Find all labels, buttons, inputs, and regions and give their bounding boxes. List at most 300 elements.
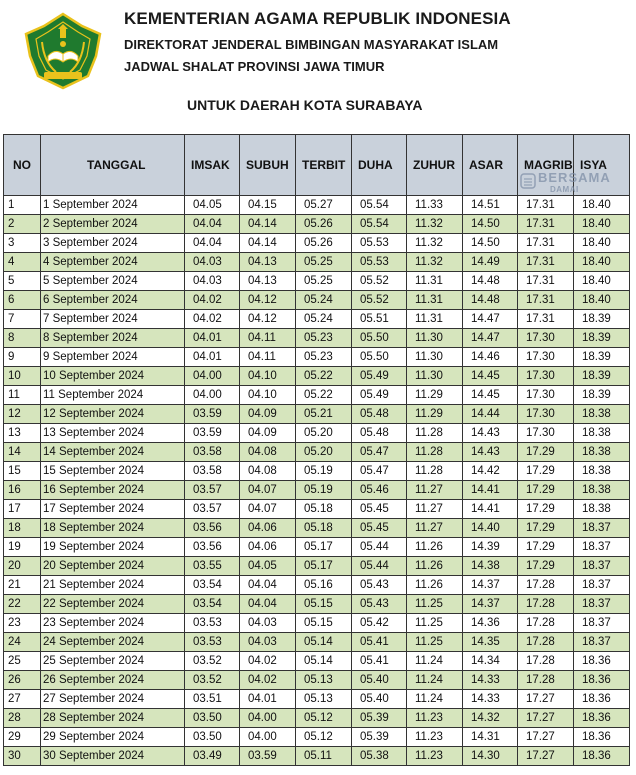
- column-header-no: NO: [4, 135, 41, 196]
- subuh-cell: 04.10: [240, 367, 296, 386]
- date-cell: 14 September 2024: [41, 443, 185, 462]
- imsak-cell: 04.01: [185, 329, 240, 348]
- asar-cell: 14.41: [463, 500, 518, 519]
- terbit-cell: 05.22: [296, 386, 352, 405]
- terbit-cell: 05.20: [296, 424, 352, 443]
- isya-cell: 18.37: [574, 538, 630, 557]
- terbit-cell: 05.16: [296, 576, 352, 595]
- subuh-cell: 04.11: [240, 348, 296, 367]
- duha-cell: 05.50: [352, 348, 407, 367]
- terbit-cell: 05.19: [296, 462, 352, 481]
- table-row: [4, 272, 630, 291]
- terbit-cell: 05.25: [296, 253, 352, 272]
- row-number: 13: [4, 424, 41, 443]
- table-row: [4, 291, 630, 310]
- duha-cell: 05.42: [352, 614, 407, 633]
- isya-cell: 18.40: [574, 196, 630, 215]
- zuhur-cell: 11.23: [407, 709, 463, 728]
- duha-cell: 05.39: [352, 709, 407, 728]
- subuh-cell: 03.59: [240, 747, 296, 766]
- row-number: 21: [4, 576, 41, 595]
- duha-cell: 05.53: [352, 253, 407, 272]
- magrib-cell: 17.29: [518, 538, 574, 557]
- zuhur-cell: 11.24: [407, 690, 463, 709]
- subuh-cell: 04.14: [240, 234, 296, 253]
- row-number: 18: [4, 519, 41, 538]
- magrib-cell: 17.31: [518, 234, 574, 253]
- terbit-cell: 05.23: [296, 348, 352, 367]
- imsak-cell: 04.04: [185, 234, 240, 253]
- row-number: 30: [4, 747, 41, 766]
- subuh-cell: 04.03: [240, 614, 296, 633]
- table-row: [4, 253, 630, 272]
- asar-cell: 14.46: [463, 348, 518, 367]
- date-cell: 25 September 2024: [41, 652, 185, 671]
- asar-cell: 14.43: [463, 443, 518, 462]
- imsak-cell: 03.56: [185, 519, 240, 538]
- column-header-asar: ASAR: [463, 135, 518, 196]
- duha-cell: 05.39: [352, 728, 407, 747]
- terbit-cell: 05.13: [296, 690, 352, 709]
- table-row: [4, 386, 630, 405]
- subuh-cell: 04.11: [240, 329, 296, 348]
- duha-cell: 05.54: [352, 196, 407, 215]
- subuh-cell: 04.01: [240, 690, 296, 709]
- asar-cell: 14.37: [463, 595, 518, 614]
- row-number: 12: [4, 405, 41, 424]
- subuh-cell: 04.02: [240, 652, 296, 671]
- magrib-cell: 17.27: [518, 709, 574, 728]
- zuhur-cell: 11.30: [407, 329, 463, 348]
- duha-cell: 05.52: [352, 272, 407, 291]
- zuhur-cell: 11.25: [407, 633, 463, 652]
- zuhur-cell: 11.24: [407, 671, 463, 690]
- zuhur-cell: 11.27: [407, 481, 463, 500]
- isya-cell: 18.39: [574, 310, 630, 329]
- asar-cell: 14.50: [463, 215, 518, 234]
- subuh-cell: 04.00: [240, 709, 296, 728]
- isya-cell: 18.37: [574, 595, 630, 614]
- terbit-cell: 05.17: [296, 557, 352, 576]
- imsak-cell: 04.04: [185, 215, 240, 234]
- terbit-cell: 05.25: [296, 272, 352, 291]
- terbit-cell: 05.26: [296, 234, 352, 253]
- table-row: [4, 196, 630, 215]
- isya-cell: 18.37: [574, 614, 630, 633]
- table-row: [4, 538, 630, 557]
- subuh-cell: 04.02: [240, 671, 296, 690]
- imsak-cell: 03.57: [185, 481, 240, 500]
- asar-cell: 14.47: [463, 310, 518, 329]
- column-header-isya: ISYA: [574, 135, 630, 196]
- row-number: 17: [4, 500, 41, 519]
- isya-cell: 18.38: [574, 405, 630, 424]
- terbit-cell: 05.15: [296, 595, 352, 614]
- magrib-cell: 17.31: [518, 215, 574, 234]
- terbit-cell: 05.13: [296, 671, 352, 690]
- imsak-cell: 03.52: [185, 652, 240, 671]
- column-header-magrib: MAGRIB: [518, 135, 574, 196]
- table-row: [4, 652, 630, 671]
- terbit-cell: 05.14: [296, 633, 352, 652]
- magrib-cell: 17.28: [518, 633, 574, 652]
- subuh-cell: 04.07: [240, 481, 296, 500]
- isya-cell: 18.39: [574, 367, 630, 386]
- document-header: [0, 0, 636, 134]
- duha-cell: 05.49: [352, 386, 407, 405]
- zuhur-cell: 11.33: [407, 196, 463, 215]
- duha-cell: 05.46: [352, 481, 407, 500]
- terbit-cell: 05.27: [296, 196, 352, 215]
- imsak-cell: 04.05: [185, 196, 240, 215]
- row-number: 4: [4, 253, 41, 272]
- isya-cell: 18.38: [574, 481, 630, 500]
- asar-cell: 14.33: [463, 690, 518, 709]
- subuh-cell: 04.04: [240, 576, 296, 595]
- isya-cell: 18.36: [574, 652, 630, 671]
- subuh-cell: 04.04: [240, 595, 296, 614]
- terbit-cell: 05.12: [296, 728, 352, 747]
- asar-cell: 14.43: [463, 424, 518, 443]
- date-cell: 30 September 2024: [41, 747, 185, 766]
- isya-cell: 18.36: [574, 709, 630, 728]
- column-header-tanggal: TANGGAL: [41, 135, 185, 196]
- isya-cell: 18.36: [574, 747, 630, 766]
- table-row: [4, 348, 630, 367]
- duha-cell: 05.45: [352, 500, 407, 519]
- magrib-cell: 17.27: [518, 747, 574, 766]
- table-row: [4, 367, 630, 386]
- date-cell: 27 September 2024: [41, 690, 185, 709]
- isya-cell: 18.40: [574, 234, 630, 253]
- asar-cell: 14.47: [463, 329, 518, 348]
- table-row: [4, 690, 630, 709]
- table-row: [4, 405, 630, 424]
- duha-cell: 05.45: [352, 519, 407, 538]
- table-row: [4, 709, 630, 728]
- subuh-cell: 04.05: [240, 557, 296, 576]
- imsak-cell: 04.02: [185, 291, 240, 310]
- column-header-zuhur: ZUHUR: [407, 135, 463, 196]
- zuhur-cell: 11.32: [407, 234, 463, 253]
- asar-cell: 14.40: [463, 519, 518, 538]
- subuh-cell: 04.07: [240, 500, 296, 519]
- zuhur-cell: 11.28: [407, 424, 463, 443]
- duha-cell: 05.48: [352, 405, 407, 424]
- asar-cell: 14.50: [463, 234, 518, 253]
- duha-cell: 05.54: [352, 215, 407, 234]
- watermark: [520, 170, 628, 196]
- date-cell: 20 September 2024: [41, 557, 185, 576]
- row-number: 27: [4, 690, 41, 709]
- row-number: 3: [4, 234, 41, 253]
- date-cell: 28 September 2024: [41, 709, 185, 728]
- magrib-cell: 17.28: [518, 595, 574, 614]
- subuh-cell: 04.13: [240, 272, 296, 291]
- date-cell: 6 September 2024: [41, 291, 185, 310]
- magrib-cell: 17.31: [518, 272, 574, 291]
- watermark-text: BERSAMA: [538, 170, 611, 185]
- subuh-cell: 04.14: [240, 215, 296, 234]
- subuh-cell: 04.08: [240, 462, 296, 481]
- asar-cell: 14.49: [463, 253, 518, 272]
- isya-cell: 18.38: [574, 424, 630, 443]
- imsak-cell: 03.54: [185, 595, 240, 614]
- subuh-cell: 04.08: [240, 443, 296, 462]
- duha-cell: 05.43: [352, 595, 407, 614]
- isya-cell: 18.40: [574, 272, 630, 291]
- asar-cell: 14.42: [463, 462, 518, 481]
- duha-cell: 05.53: [352, 234, 407, 253]
- imsak-cell: 03.56: [185, 538, 240, 557]
- date-cell: 10 September 2024: [41, 367, 185, 386]
- imsak-cell: 03.58: [185, 443, 240, 462]
- table-row: [4, 424, 630, 443]
- subuh-cell: 04.00: [240, 728, 296, 747]
- zuhur-cell: 11.32: [407, 215, 463, 234]
- imsak-cell: 03.57: [185, 500, 240, 519]
- zuhur-cell: 11.32: [407, 253, 463, 272]
- date-cell: 12 September 2024: [41, 405, 185, 424]
- table-row: [4, 500, 630, 519]
- terbit-cell: 05.20: [296, 443, 352, 462]
- date-cell: 17 September 2024: [41, 500, 185, 519]
- isya-cell: 18.37: [574, 519, 630, 538]
- column-header-terbit: TERBIT: [296, 135, 352, 196]
- zuhur-cell: 11.25: [407, 614, 463, 633]
- isya-cell: 18.37: [574, 576, 630, 595]
- terbit-cell: 05.15: [296, 614, 352, 633]
- imsak-cell: 03.50: [185, 709, 240, 728]
- isya-cell: 18.39: [574, 329, 630, 348]
- magrib-cell: 17.29: [518, 481, 574, 500]
- asar-cell: 14.39: [463, 538, 518, 557]
- date-cell: 23 September 2024: [41, 614, 185, 633]
- asar-cell: 14.44: [463, 405, 518, 424]
- duha-cell: 05.49: [352, 367, 407, 386]
- terbit-cell: 05.12: [296, 709, 352, 728]
- asar-cell: 14.36: [463, 614, 518, 633]
- date-cell: 18 September 2024: [41, 519, 185, 538]
- asar-cell: 14.41: [463, 481, 518, 500]
- row-number: 19: [4, 538, 41, 557]
- zuhur-cell: 11.30: [407, 367, 463, 386]
- row-number: 10: [4, 367, 41, 386]
- row-number: 25: [4, 652, 41, 671]
- row-number: 24: [4, 633, 41, 652]
- duha-cell: 05.41: [352, 633, 407, 652]
- date-cell: 22 September 2024: [41, 595, 185, 614]
- date-cell: 1 September 2024: [41, 196, 185, 215]
- imsak-cell: 03.49: [185, 747, 240, 766]
- magrib-cell: 17.30: [518, 424, 574, 443]
- zuhur-cell: 11.23: [407, 728, 463, 747]
- magrib-cell: 17.30: [518, 405, 574, 424]
- row-number: 15: [4, 462, 41, 481]
- duha-cell: 05.44: [352, 557, 407, 576]
- watermark-subtext: DAMAI: [550, 185, 579, 194]
- imsak-cell: 03.59: [185, 405, 240, 424]
- date-cell: 16 September 2024: [41, 481, 185, 500]
- subuh-cell: 04.03: [240, 633, 296, 652]
- zuhur-cell: 11.24: [407, 652, 463, 671]
- terbit-cell: 05.26: [296, 215, 352, 234]
- isya-cell: 18.37: [574, 633, 630, 652]
- duha-cell: 05.44: [352, 538, 407, 557]
- isya-cell: 18.37: [574, 557, 630, 576]
- region-title: UNTUK DAERAH KOTA SURABAYA: [187, 97, 423, 113]
- table-row: [4, 234, 630, 253]
- magrib-cell: 17.30: [518, 367, 574, 386]
- duha-cell: 05.40: [352, 671, 407, 690]
- table-row: [4, 329, 630, 348]
- terbit-cell: 05.18: [296, 519, 352, 538]
- table-row: [4, 633, 630, 652]
- column-header-subuh: SUBUH: [240, 135, 296, 196]
- magrib-cell: 17.30: [518, 386, 574, 405]
- row-number: 20: [4, 557, 41, 576]
- subuh-cell: 04.15: [240, 196, 296, 215]
- table-row: [4, 595, 630, 614]
- schedule-title: JADWAL SHALAT PROVINSI JAWA TIMUR: [124, 59, 385, 74]
- subuh-cell: 04.06: [240, 538, 296, 557]
- zuhur-cell: 11.31: [407, 291, 463, 310]
- isya-cell: 18.40: [574, 291, 630, 310]
- terbit-cell: 05.22: [296, 367, 352, 386]
- duha-cell: 05.52: [352, 291, 407, 310]
- magrib-cell: 17.28: [518, 576, 574, 595]
- terbit-cell: 05.18: [296, 500, 352, 519]
- date-cell: 19 September 2024: [41, 538, 185, 557]
- table-row: [4, 519, 630, 538]
- magrib-cell: 17.31: [518, 196, 574, 215]
- table-row: [4, 481, 630, 500]
- isya-cell: 18.40: [574, 253, 630, 272]
- date-cell: 11 September 2024: [41, 386, 185, 405]
- zuhur-cell: 11.31: [407, 272, 463, 291]
- table-row: [4, 747, 630, 766]
- terbit-cell: 05.17: [296, 538, 352, 557]
- table-row: [4, 462, 630, 481]
- date-cell: 9 September 2024: [41, 348, 185, 367]
- magrib-cell: 17.31: [518, 291, 574, 310]
- table-row: [4, 728, 630, 747]
- table-row: [4, 215, 630, 234]
- imsak-cell: 03.59: [185, 424, 240, 443]
- isya-cell: 18.39: [574, 386, 630, 405]
- isya-cell: 18.38: [574, 462, 630, 481]
- date-cell: 26 September 2024: [41, 671, 185, 690]
- row-number: 8: [4, 329, 41, 348]
- date-cell: 2 September 2024: [41, 215, 185, 234]
- table-body: [4, 196, 630, 766]
- duha-cell: 05.41: [352, 652, 407, 671]
- subuh-cell: 04.12: [240, 291, 296, 310]
- subuh-cell: 04.09: [240, 424, 296, 443]
- row-number: 14: [4, 443, 41, 462]
- zuhur-cell: 11.27: [407, 500, 463, 519]
- subuh-cell: 04.13: [240, 253, 296, 272]
- magrib-cell: 17.29: [518, 462, 574, 481]
- terbit-cell: 05.19: [296, 481, 352, 500]
- asar-cell: 14.38: [463, 557, 518, 576]
- duha-cell: 05.43: [352, 576, 407, 595]
- asar-cell: 14.48: [463, 291, 518, 310]
- imsak-cell: 04.03: [185, 272, 240, 291]
- duha-cell: 05.50: [352, 329, 407, 348]
- imsak-cell: 04.00: [185, 386, 240, 405]
- imsak-cell: 04.02: [185, 310, 240, 329]
- imsak-cell: 03.51: [185, 690, 240, 709]
- terbit-cell: 05.21: [296, 405, 352, 424]
- date-cell: 29 September 2024: [41, 728, 185, 747]
- magrib-cell: 17.29: [518, 443, 574, 462]
- duha-cell: 05.47: [352, 443, 407, 462]
- terbit-cell: 05.14: [296, 652, 352, 671]
- subuh-cell: 04.12: [240, 310, 296, 329]
- asar-cell: 14.32: [463, 709, 518, 728]
- zuhur-cell: 11.29: [407, 405, 463, 424]
- asar-cell: 14.35: [463, 633, 518, 652]
- date-cell: 4 September 2024: [41, 253, 185, 272]
- column-header-duha: DUHA: [352, 135, 407, 196]
- isya-cell: 18.39: [574, 348, 630, 367]
- zuhur-cell: 11.27: [407, 519, 463, 538]
- magrib-cell: 17.28: [518, 652, 574, 671]
- magrib-cell: 17.31: [518, 253, 574, 272]
- asar-cell: 14.31: [463, 728, 518, 747]
- row-number: 29: [4, 728, 41, 747]
- magrib-cell: 17.28: [518, 671, 574, 690]
- table-row: [4, 576, 630, 595]
- terbit-cell: 05.23: [296, 329, 352, 348]
- ministry-title: KEMENTERIAN AGAMA REPUBLIK INDONESIA: [124, 9, 511, 28]
- asar-cell: 14.34: [463, 652, 518, 671]
- asar-cell: 14.30: [463, 747, 518, 766]
- row-number: 1: [4, 196, 41, 215]
- row-number: 22: [4, 595, 41, 614]
- asar-cell: 14.33: [463, 671, 518, 690]
- zuhur-cell: 11.28: [407, 462, 463, 481]
- column-header-imsak: IMSAK: [185, 135, 240, 196]
- isya-cell: 18.36: [574, 690, 630, 709]
- magrib-cell: 17.27: [518, 690, 574, 709]
- subuh-cell: 04.09: [240, 405, 296, 424]
- table-row: [4, 671, 630, 690]
- imsak-cell: 03.55: [185, 557, 240, 576]
- magrib-cell: 17.29: [518, 519, 574, 538]
- kemenag-emblem-icon: [22, 12, 104, 90]
- zuhur-cell: 11.26: [407, 538, 463, 557]
- row-number: 9: [4, 348, 41, 367]
- zuhur-cell: 11.28: [407, 443, 463, 462]
- table-row: [4, 443, 630, 462]
- asar-cell: 14.45: [463, 367, 518, 386]
- subuh-cell: 04.06: [240, 519, 296, 538]
- date-cell: 7 September 2024: [41, 310, 185, 329]
- date-cell: 8 September 2024: [41, 329, 185, 348]
- imsak-cell: 03.53: [185, 633, 240, 652]
- magrib-cell: 17.30: [518, 348, 574, 367]
- row-number: 26: [4, 671, 41, 690]
- row-number: 11: [4, 386, 41, 405]
- row-number: 6: [4, 291, 41, 310]
- duha-cell: 05.48: [352, 424, 407, 443]
- magrib-cell: 17.31: [518, 310, 574, 329]
- magrib-cell: 17.30: [518, 329, 574, 348]
- row-number: 2: [4, 215, 41, 234]
- table-row: [4, 557, 630, 576]
